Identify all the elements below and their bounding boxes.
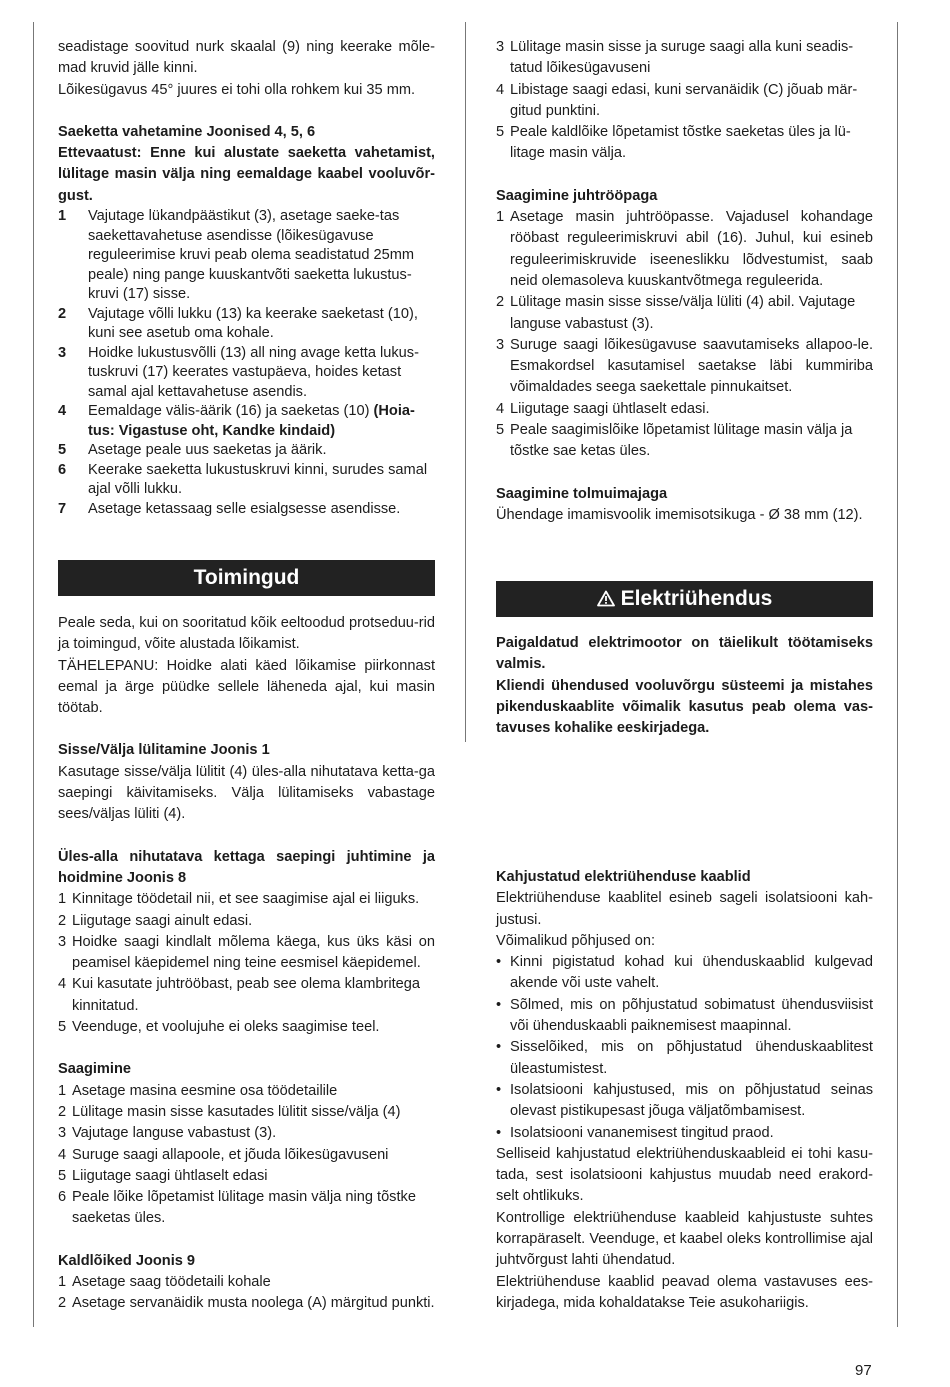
chain-steps: [58, 207, 435, 519]
right-column-lower: [496, 581, 873, 739]
switch-heading: Sisse/Välja lülitamine Joonis 1: [58, 742, 270, 759]
list-item: 4 Libistage saagi edasi, kuni servanäidik (C) jõuab mär-gitud punktini.: [496, 81, 858, 119]
section-banner-elektriuhendus: Elektriühendus: [496, 581, 873, 617]
safety-warning: (Hoia-tus: Vigastuse oht, Kandke kindaid): [88, 403, 415, 439]
elec-bold-1: Paigaldatud elektrimootor on täielikult töötamiseks valmis.: [496, 635, 873, 673]
list-item: • Isolatsiooni vananemisest tingitud praod.: [496, 1124, 774, 1141]
list-item: 5 Peale kaldlõike lõpetamist tõstke saeketas üles ja lü-litage masin välja.: [496, 124, 851, 162]
list-item: 1 Asetage masina eesmine osa töödetailile: [58, 1082, 338, 1099]
list-item: 1 Vajutage lükandpäästikut (3), asetage saeke-tas saekettavahetuse asendisse (lõikesügavuse reguleerimise kruvi peab olema seadistatud 25mm peale) ning pange kuuskantvõti saeketta lukustus-kruvi (17) sisse.: [58, 208, 415, 303]
dust-heading: Saagimine tolmuimajaga: [496, 485, 668, 502]
list-item: 3 Vajutage languse vabastust (3).: [58, 1125, 277, 1142]
list-item: • Isolatsiooni kahjustused, mis on põhjustatud seinas olevast pistikupesast jõuga väljatõmbamisest.: [496, 1081, 873, 1120]
sawing-heading: Saagimine: [58, 1061, 131, 1078]
list-item: 4 Liigutage saagi ühtlaselt edasi.: [496, 400, 710, 417]
list-item: • Sisselõiked, mis on põhjustatud ühenduskaablitest üleastumistest.: [496, 1039, 873, 1077]
guide-heading: Üles-alla nihutatava kettaga saepingi juhtimine ja hoidmine Joonis 8: [58, 848, 435, 886]
right-margin-rule: [897, 22, 898, 1327]
bevel-heading: Kaldlõiked Joonis 9: [58, 1252, 196, 1269]
chain-heading: Saeketta vahetamine Joonised 4, 5, 6: [58, 123, 316, 140]
intro-line-2: Lõikesügavus 45° juures ei tohi olla rohkem kui 35 mm.: [58, 81, 416, 98]
page-number: 97: [855, 1362, 872, 1379]
left-column-lower: [58, 560, 435, 1315]
list-item: 6 Keerake saeketta lukustuskruvi kinni, surudes samal ajal võlli lukku.: [58, 461, 428, 498]
list-item: • Sõlmed, mis on põhjustatud sobimatust ühendusviisist või ühenduskaabli paiknemisest maapinnal.: [496, 996, 873, 1035]
damaged-para-3: Elektriühenduse kaablid peavad olema vastavuses ees-kirjadega, mida kohaldatakse Teie asukohariigis.: [496, 1273, 873, 1311]
damaged-text-2: Võimalikud põhjused on:: [496, 932, 656, 949]
center-rule: [465, 22, 466, 742]
right-column-cables: [496, 867, 873, 1314]
damaged-heading: Kahjustatud elektriühenduse kaablid: [496, 869, 751, 885]
warning-triangle-icon: [597, 583, 615, 619]
ops-intro-1: Peale seda, kui on sooritatud kõik eeltoodud protseduu-rid ja toimingud, võite alustada lõikamist.: [58, 615, 435, 653]
list-item: 5 Asetage peale uus saeketas ja äärik.: [58, 442, 327, 459]
list-item: 1 Asetage saag töödetaili kohale: [58, 1274, 271, 1291]
list-item: 1 Asetage masin juhtrööpasse. Vajadusel kohandage rööbast reguleerimiskruvi abil (16). Juhul, kui esineb reguleerimiskruvide iseeneslikku lõdvestumist, saab neid olemasoleva kuuskantvõtmega reguleerida.: [496, 209, 873, 289]
list-item: 3 Suruge saagi lõikesügavuse saavutamiseks allapoo-le. Esmakordsel kasutamisel saetakse läbi kummiriba võimaldades seega saekettale pinnukaitset.: [496, 336, 873, 396]
list-item: 5 Peale saagimislõike lõpetamist lülitage masin välja ja tõstke sae ketas üles.: [496, 422, 853, 460]
list-item: 2 Lülitage masin sisse sisse/välja lüliti (4) abil. Vajutage languse vabastust (3).: [496, 294, 856, 332]
list-item: 7 Asetage ketassaag selle esialgsesse asendisse.: [58, 500, 401, 517]
damaged-para-2: Kontrollige elektriühenduse kaableid kahjustuste suhtes korrapäraselt. Veenduge, et kaabel oleks kontrollimise ajal juhtvõrgust lahti ühendatud.: [496, 1209, 873, 1269]
damaged-para-1: Selliseid kahjustatud elektriühenduskaableid ei tohi kasu-tada, sest isolatsiooni kahjustus muudab need erakord-selt ohtlikuks.: [496, 1145, 873, 1205]
list-item: 2 Lülitage masin sisse kasutades lülitit sisse/välja (4): [58, 1103, 401, 1120]
list-item: 1 Kinnitage töödetail nii, et see saagimise ajal ei liiguks.: [58, 891, 420, 908]
switch-text: Kasutage sisse/välja lülitit (4) üles-alla nihutatava ketta-ga saepingi käivitamiseks. Välja lülitamiseks vabastage sees/väljas lüliti (4).: [58, 763, 435, 823]
intro-line-1: seadistage soovitud nurk skaalal (9) ning keerake mõle-mad kruvid jälle kinni.: [58, 39, 435, 77]
list-item: 4 Suruge saagi allapoole, et jõuda lõikesügavuseni: [58, 1146, 389, 1163]
dust-text: Ühendage imamisvoolik imemisotsikuga - Ø 38 mm (12).: [496, 506, 863, 523]
list-item: 6 Peale lõike lõpetamist lülitage masin välja ning tõstke saeketas üles.: [58, 1189, 416, 1227]
list-item: 5 Liigutage saagi ühtlaselt edasi: [58, 1167, 268, 1184]
left-margin-rule: [33, 22, 34, 1327]
section-banner-toimingud: Toimingud: [58, 560, 435, 596]
elec-bold-2: Kliendi ühendused vooluvõrgu süsteemi ja mistahes pikenduskaablite võimalik kasutus peab olema vas-tavuses kohalike eeskirjadega.: [496, 677, 873, 737]
ops-intro-2: TÄHELEPANU: Hoidke alati käed lõikamise piirkonnast eemal ja ärge püüdke sellele läheneda ajal, kui masin töötab.: [58, 657, 435, 717]
list-item: 3 Lülitage masin sisse ja suruge saagi alla kuni seadis-tatud lõikesügavuseni: [496, 39, 854, 77]
chain-warning: Ettevaatust: Enne kui alustate saeketta vahetamist, lülitage masin välja ning eemaldage kaabel vooluvõr-gust.: [58, 145, 435, 204]
left-column: [58, 37, 435, 519]
list-item: • Kinni pigistatud kohad kui ühenduskaablid kulgevad akende või uste vahelt.: [496, 954, 873, 992]
list-item: 3 Hoidke lukustusvõlli (13) all ning avage ketta lukus-tuskruvi (17) keerates vastupäeva, hoides ketast samal ajal kettavahetuse asendis.: [58, 344, 419, 400]
list-item: 4 Kui kasutate juhtrööbast, peab see olema klambritega kinnitatud.: [58, 976, 421, 1014]
list-item: 4 Eemaldage välis-äärik (16) ja saeketas (10) (Hoia-tus: Vigastuse oht, Kandke kindaid): [58, 403, 415, 439]
damaged-text-1: Elektriühenduse kaablitel esineb sageli isolatsiooni kah-justusi.: [496, 890, 873, 928]
list-item: 2 Vajutage võlli lukku (13) ka keerake saeketast (10), kuni see asetub oma kohale.: [58, 305, 418, 342]
list-item: 3 Hoidke saagi kindlalt mõlema käega, kus üks käsi on peamisel käepidemel ning teine eesmisel käepidemel.: [58, 933, 435, 972]
list-item: 2 Liigutage saagi ainult edasi.: [58, 912, 253, 929]
list-item: 2 Asetage servanäidik musta noolega (A) märgitud punkti.: [58, 1295, 435, 1312]
list-item: 5 Veenduge, et voolujuhe ei oleks saagimise teel.: [58, 1019, 380, 1036]
right-column: [496, 37, 873, 526]
rail-heading: Saagimine juhtrööpaga: [496, 187, 658, 204]
